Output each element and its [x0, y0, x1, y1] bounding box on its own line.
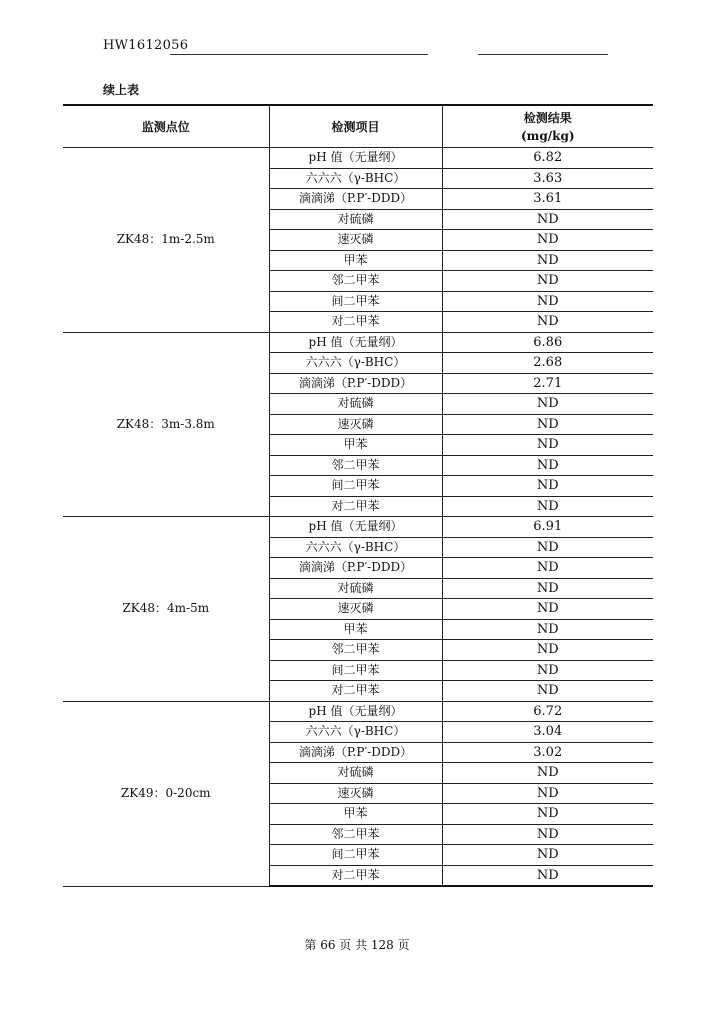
column-header-result-label: 检测结果	[523, 110, 572, 125]
test-result: ND	[442, 435, 653, 456]
test-item: pH 值（无量纲）	[269, 517, 442, 538]
table-header-row	[63, 105, 653, 148]
test-item: 速灭磷	[269, 414, 442, 435]
test-result: ND	[442, 845, 653, 866]
test-result: ND	[442, 599, 653, 620]
table-row	[63, 148, 653, 169]
column-header-item: 检测项目	[269, 105, 442, 148]
table-row	[63, 517, 653, 538]
header-rule-right	[478, 54, 608, 55]
test-result: ND	[442, 250, 653, 271]
test-item: 速灭磷	[269, 230, 442, 251]
test-result: ND	[442, 783, 653, 804]
test-result: ND	[442, 660, 653, 681]
sampling-point: ZK48：3m-3.8m	[63, 332, 269, 517]
page-number: 第 66 页 共 128 页	[304, 938, 410, 952]
table-row	[63, 332, 653, 353]
column-header-result	[442, 105, 653, 148]
test-result: ND	[442, 476, 653, 497]
test-result: ND	[442, 681, 653, 702]
test-item: 六六六（γ-BHC）	[269, 168, 442, 189]
test-result: ND	[442, 312, 653, 333]
sampling-point: ZK48：4m-5m	[63, 517, 269, 702]
test-item: 邻二甲苯	[269, 640, 442, 661]
test-result: ND	[442, 578, 653, 599]
test-result: 6.82	[442, 148, 653, 169]
test-result: ND	[442, 271, 653, 292]
results-table	[63, 104, 653, 887]
test-item: 对二甲苯	[269, 681, 442, 702]
test-item: 速灭磷	[269, 783, 442, 804]
test-result: 3.63	[442, 168, 653, 189]
test-result: 2.68	[442, 353, 653, 374]
test-item: 邻二甲苯	[269, 824, 442, 845]
test-result: 3.04	[442, 722, 653, 743]
test-item: 对二甲苯	[269, 312, 442, 333]
test-item: 邻二甲苯	[269, 455, 442, 476]
test-result: ND	[442, 394, 653, 415]
test-item: 对硫磷	[269, 578, 442, 599]
document-number: HW1612056	[103, 38, 189, 53]
test-result: ND	[442, 230, 653, 251]
test-item: 邻二甲苯	[269, 271, 442, 292]
test-result: 3.61	[442, 189, 653, 210]
test-item: 间二甲苯	[269, 660, 442, 681]
test-result: ND	[442, 865, 653, 886]
test-result: ND	[442, 455, 653, 476]
test-item: 对硫磷	[269, 209, 442, 230]
test-item: 六六六（γ-BHC）	[269, 537, 442, 558]
test-item: 对硫磷	[269, 763, 442, 784]
test-item: 速灭磷	[269, 599, 442, 620]
test-item: 六六六（γ-BHC）	[269, 353, 442, 374]
sampling-point: ZK49：0-20cm	[63, 701, 269, 886]
test-result: 2.71	[442, 373, 653, 394]
test-item: 甲苯	[269, 619, 442, 640]
table-continuation-label: 续上表	[103, 83, 140, 97]
test-item: 滴滴涕（P.P′-DDD）	[269, 373, 442, 394]
test-result: ND	[442, 291, 653, 312]
sampling-point: ZK48：1m-2.5m	[63, 148, 269, 333]
test-item: 间二甲苯	[269, 291, 442, 312]
test-item: 对硫磷	[269, 394, 442, 415]
test-item: 对二甲苯	[269, 496, 442, 517]
test-result: ND	[442, 804, 653, 825]
test-item: pH 值（无量纲）	[269, 701, 442, 722]
table-row	[63, 701, 653, 722]
test-item: 甲苯	[269, 804, 442, 825]
test-result: 6.86	[442, 332, 653, 353]
test-item: pH 值（无量纲）	[269, 148, 442, 169]
test-item: 对二甲苯	[269, 865, 442, 886]
column-header-result-unit: (mg/kg)	[520, 128, 575, 143]
test-result: 3.02	[442, 742, 653, 763]
test-result: ND	[442, 414, 653, 435]
test-item: 间二甲苯	[269, 476, 442, 497]
test-item: 滴滴涕（P.P′-DDD）	[269, 189, 442, 210]
test-item: pH 值（无量纲）	[269, 332, 442, 353]
test-result: ND	[442, 496, 653, 517]
test-item: 间二甲苯	[269, 845, 442, 866]
test-result: 6.72	[442, 701, 653, 722]
table-body	[63, 148, 653, 887]
column-header-point: 监测点位	[63, 105, 269, 148]
test-result: 6.91	[442, 517, 653, 538]
test-item: 甲苯	[269, 250, 442, 271]
test-result: ND	[442, 619, 653, 640]
test-item: 甲苯	[269, 435, 442, 456]
test-result: ND	[442, 558, 653, 579]
test-result: ND	[442, 640, 653, 661]
test-item: 六六六（γ-BHC）	[269, 722, 442, 743]
test-item: 滴滴涕（P.P′-DDD）	[269, 558, 442, 579]
test-item: 滴滴涕（P.P′-DDD）	[269, 742, 442, 763]
test-result: ND	[442, 209, 653, 230]
test-result: ND	[442, 537, 653, 558]
test-result: ND	[442, 824, 653, 845]
test-result: ND	[442, 763, 653, 784]
header-rule	[170, 54, 428, 55]
